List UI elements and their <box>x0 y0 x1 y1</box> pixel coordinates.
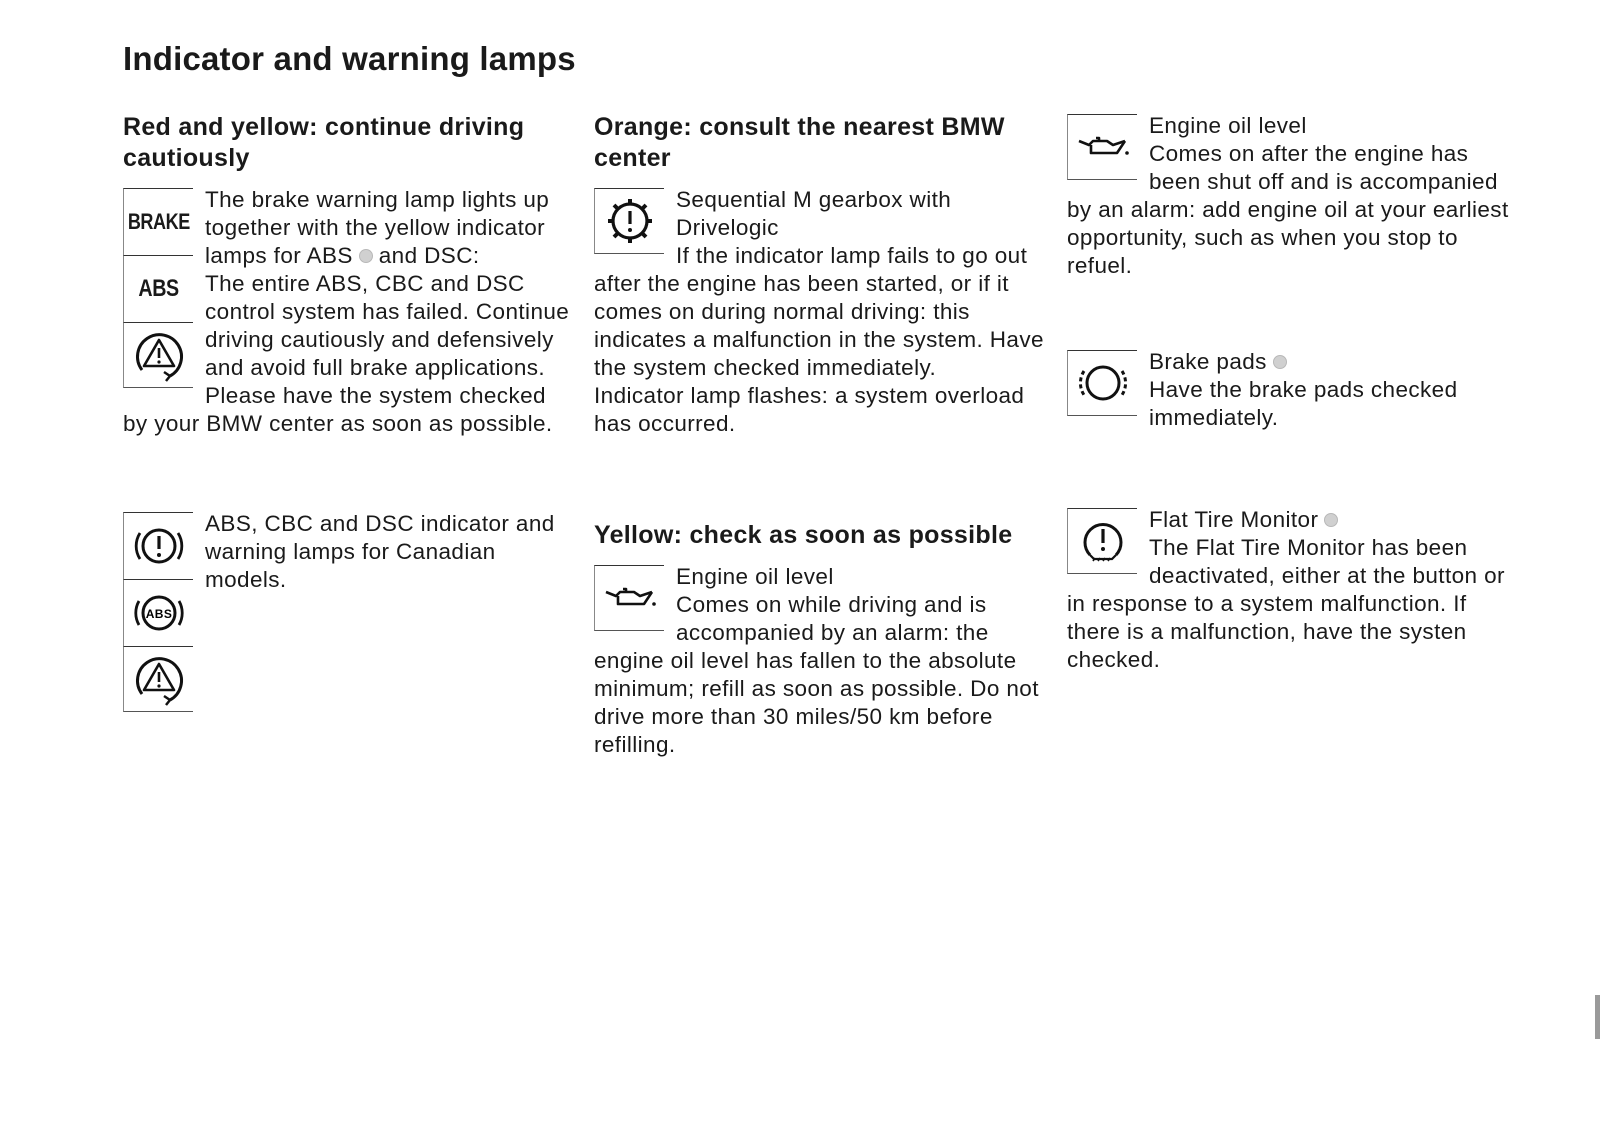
icon-stack <box>1067 114 1137 180</box>
oil-shutoff-text-a: Engine oil level <box>1149 113 1307 138</box>
svg-text:ABS: ABS <box>145 607 172 621</box>
oil-can-icon <box>594 565 664 631</box>
flat-tire-icon <box>1067 508 1137 574</box>
brake-text-icon: BRAKE <box>123 188 193 255</box>
flat-tire-text-a: Flat Tire Monitor <box>1149 507 1319 532</box>
canadian-entry-text: ABS, CBC and DSC indicator and warning lamps for Canadian models. <box>205 511 555 592</box>
brake-pads-icon <box>1067 350 1137 416</box>
triangle-warning-icon <box>123 322 193 388</box>
icon-stack <box>1067 350 1137 416</box>
icon-stack <box>594 188 664 254</box>
oil-shutoff-text-b: Comes on after the engine has been shut off and is accompanied by an alarm: add engine oil at your earliest opportunity, such as when you stop to refuel. <box>1067 141 1509 278</box>
gearbox-entry <box>594 186 1044 438</box>
column-right <box>1067 112 1517 674</box>
brake-pads-entry <box>1067 348 1517 432</box>
oil-can-icon <box>1067 114 1137 180</box>
column-red-yellow <box>123 112 573 712</box>
gearbox-entry-text-b: If the indicator lamp fails to go out after the engine has been started, or if it comes on during normal driving: this indicates a malfunction in the system. Have the system checked immediately. <box>594 243 1044 380</box>
gearbox-entry-text-c: Indicator lamp flashes: a system overload has occurred. <box>594 383 1025 436</box>
engine-oil-driving-entry <box>594 563 1044 759</box>
section-heading-orange: Orange: consult the nearest BMW center <box>594 113 1005 172</box>
abs-circle-icon <box>123 579 193 646</box>
flat-tire-text-b: The Flat Tire Monitor has been deactivated, either at the button or in response to a system malfunction. If there is a malfunction, have the systen checked. <box>1067 535 1505 672</box>
circle-exclamation-icon <box>123 512 193 579</box>
canadian-models-entry <box>123 510 573 621</box>
brake-entry-text-b: and DSC: <box>378 243 480 268</box>
icon-stack <box>123 512 193 712</box>
lamp-bullet-icon <box>359 249 373 263</box>
flat-tire-entry <box>1067 506 1517 674</box>
triangle-warning-icon <box>123 646 193 712</box>
section-heading-yellow: Yellow: check as soon as possible <box>594 521 1013 549</box>
brake-entry-text-c: The entire ABS, CBC and DSC control system has failed. Continue driving cautiously and defensively and avoid full brake applications. Please have the system checked by your BMW center as soon as possible. <box>123 271 570 436</box>
lamp-bullet-icon <box>1273 355 1287 369</box>
page-edge-tab <box>1595 995 1600 1039</box>
brake-entry-text-a: The brake warning lamp lights up together with the yellow indicator lamps for ABS <box>205 187 550 268</box>
column-orange-yellow <box>594 112 1044 759</box>
brake-pads-text-b: Have the brake pads checked immediately. <box>1149 377 1458 430</box>
brake-pads-text-a: Brake pads <box>1149 349 1267 374</box>
oil-driving-text-b: Comes on while driving and is accompanied by an alarm: the engine oil level has fallen to the absolute minimum; refill as soon as possible. Do not drive more than 30 miles/50 km before refilling. <box>594 592 1039 757</box>
section-heading-red-yellow: Red and yellow: continue driving cautiously <box>123 113 525 172</box>
icon-stack <box>594 565 664 631</box>
oil-driving-text-a: Engine oil level <box>676 564 834 589</box>
brake-abs-dsc-entry <box>123 186 573 438</box>
icon-stack <box>1067 508 1137 574</box>
gear-exclamation-icon <box>594 188 664 254</box>
page-title: Indicator and warning lamps <box>123 40 576 77</box>
gearbox-entry-text-a: Sequential M gearbox with Drivelogic <box>676 187 952 240</box>
icon-stack <box>123 188 193 388</box>
lamp-bullet-icon <box>1324 513 1338 527</box>
engine-oil-shutoff-entry <box>1067 112 1517 280</box>
abs-text-icon: ABS <box>123 255 193 322</box>
